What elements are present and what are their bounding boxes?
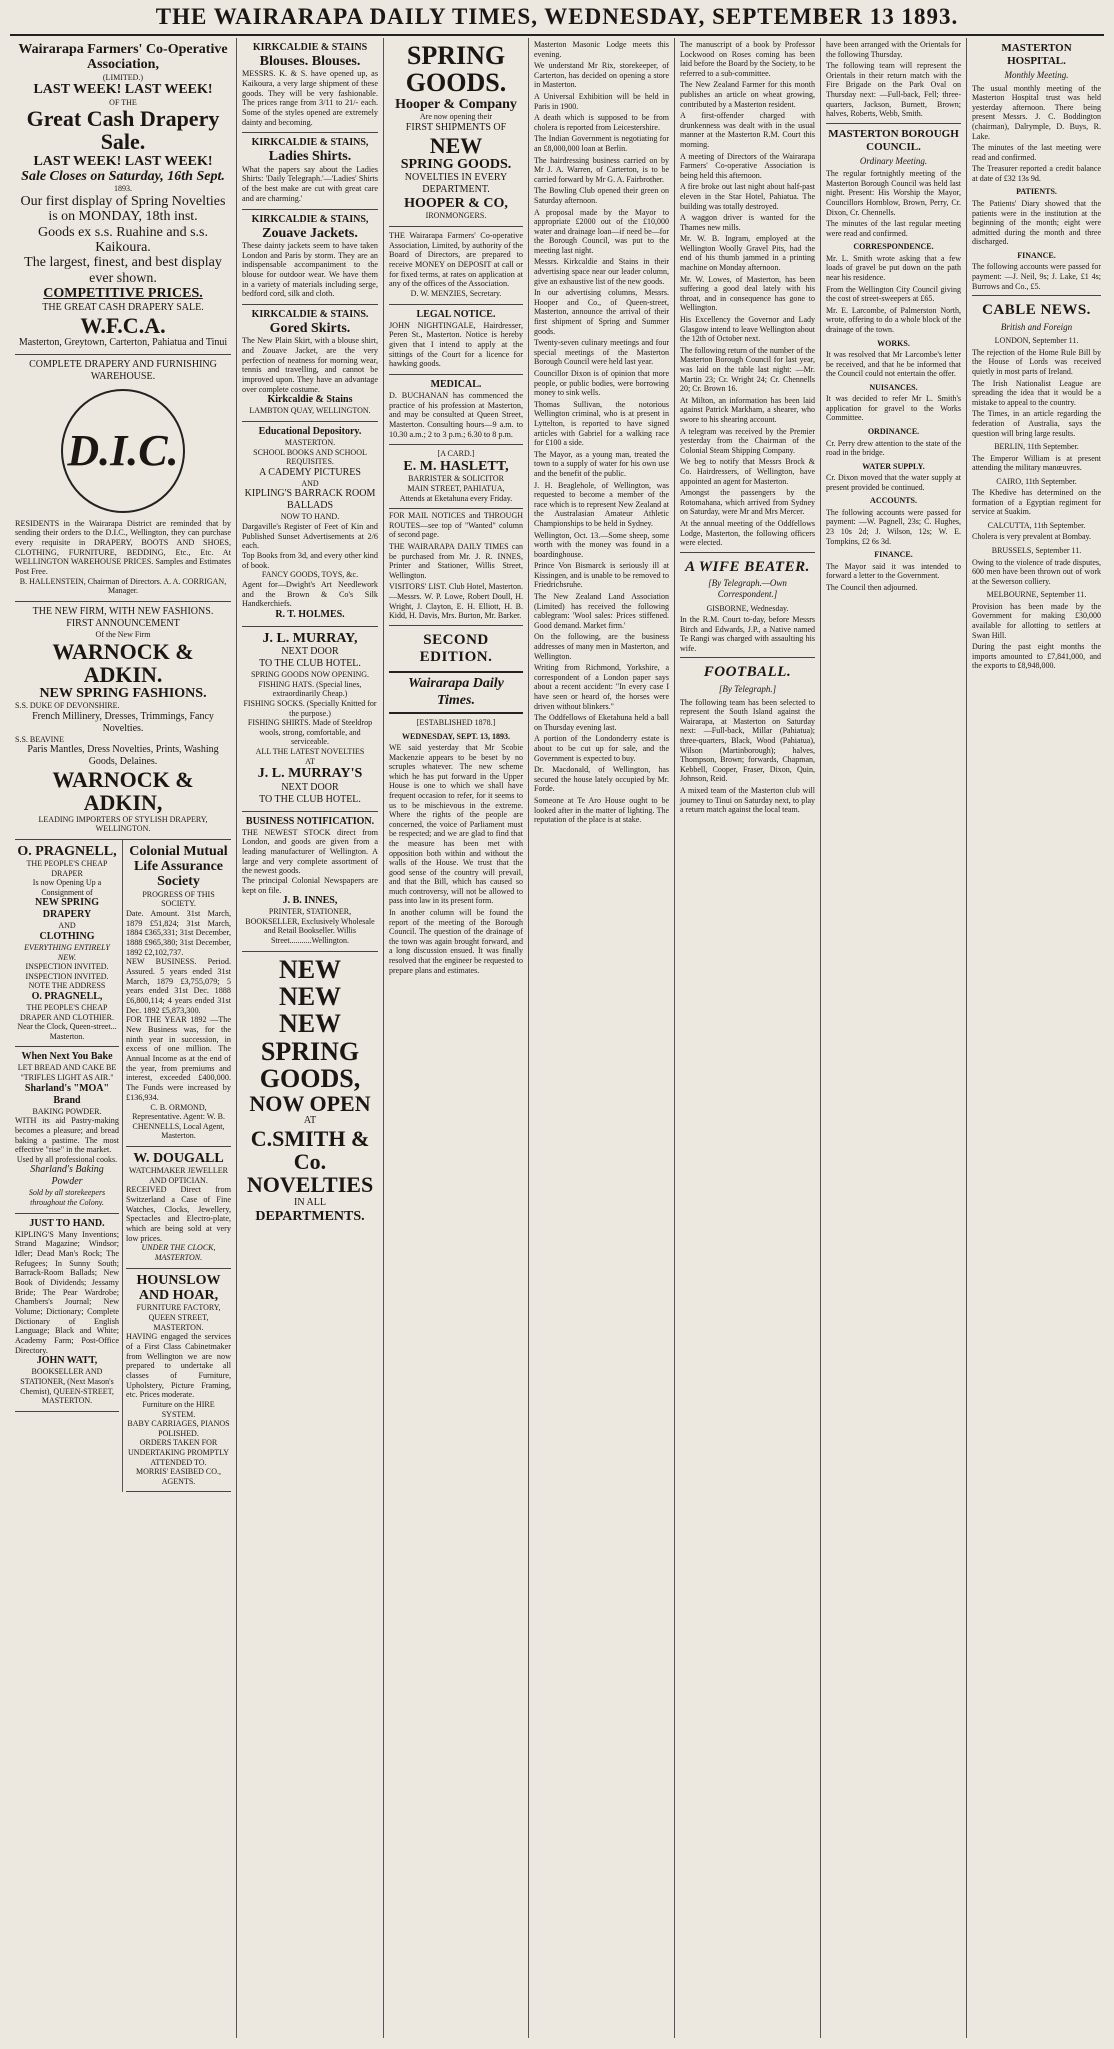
ad-title: BUSINESS NOTIFICATION. (245, 815, 375, 827)
ad-line: SPRING (406, 41, 506, 70)
news-item: The Oddfellows of Eketahuna held a ball on Thursday evening last. (534, 713, 669, 732)
news-item: Councillor Dixon is of opinion that more people, or public bodies, were borrowing money to sink wells. (534, 369, 669, 398)
editorial-text: WE said yesterday that Mr Scobie Mackenzie appears to be beset by no scruples whatever. The new scheme which he has put forward in the Upper House is one to which we shall have frequent occasion to refer, for it seems to us to be mischievous in the extreme. Where the rights of the people are concerned, the voice of Parliament must be respected; and we are glad to find that the measure has been met with opposition both within and without the walls of the House. We trust that the good sense of the country will prevail, and that the Bill, which has caused so much controversy, will not be allowed to pass into law in its present form. (389, 742, 523, 906)
section-heading: WATER SUPPLY. (862, 461, 925, 471)
news-item: Wellington, Oct. 13.—Some sheep, some worth with the money was found in a boardinghouse. (534, 530, 669, 559)
ad-line: JOHN WATT, (36, 1355, 98, 1367)
ad-line: PRINTER, STATIONER, BOOKSELLER, Exclusively Wholesale and Retail Bookseller. Willis Street...........Wellington. (245, 907, 375, 946)
ad-title: JUST TO HAND. (29, 1217, 105, 1229)
ad-title: Gored Skirts. (269, 320, 351, 336)
ad-line: Sold by all storekeepers throughout the Colony. (28, 1188, 106, 1208)
news-item: A meeting of Directors of the Wairarapa Farmers' Co-operative Association is being held this afternoon. (680, 151, 815, 180)
ad-line: J. B. INNES, (282, 895, 338, 907)
ad-title: Colonial Mutual Life Assurance Society (129, 843, 228, 890)
news-item: A portion of the Londonderry estate is about to be cut up for sale, and the Government is expected to buy. (534, 734, 669, 763)
article-body: The minutes of the last regular meeting were read and confirmed. (826, 219, 961, 238)
educational-depository-ad (242, 422, 378, 627)
dic-ad (15, 355, 231, 602)
ad-title: W.F.C.A. (80, 312, 166, 338)
news-item: At the annual meeting of the Oddfellows Lodge, Masterton, the following officers were elected. (680, 518, 815, 548)
ad-line: Paris Mantles, Dress Novelties, Prints, Washing Goods, Delaines. (27, 744, 219, 768)
ad-line: D. W. MENZIES, Secretary. (410, 289, 502, 299)
murray-ad (242, 627, 378, 812)
ad-line: Masterton, Greytown, Carterton, Pahiatua and Tinui (18, 336, 228, 348)
article-subheading: Ordinary Meeting. (859, 155, 928, 166)
dic-logo: D.I.C. (61, 389, 185, 513)
column-6 (820, 38, 966, 2038)
cable-item: The Emperor William is at present attending the military manœuvres. (972, 453, 1101, 473)
news-item: The manuscript of a book by Professor Lockwood on Roses coming has been laid before the Board by the Society, to be referred to a sub-committee. (680, 40, 815, 78)
deposit-notice (389, 227, 523, 305)
ad-line: LEADING IMPORTERS OF STYLISH DRAPERY, WELLINGTON. (38, 814, 208, 834)
news-item: A fire broke out last night about half-past eleven in the Star Hotel, Pahiatua. The building was totally destroyed. (680, 182, 815, 211)
council-heading: MASTERTON BOROUGH COUNCIL. (828, 127, 959, 153)
article-body: The following accounts were passed for payment: —J. Neil, 9s; J. Lake, £1 4s; Burrows and Co., £5. (972, 262, 1101, 291)
news-item: Messrs. Kirkcaldie and Stains in their advertising space near our leader column, give an exhaustive list of the new goods. (534, 257, 669, 286)
ad-body: NEW BUSINESS. Period. Assured. 5 years ended 31st March, 1879 £3,755,079; 5 years ended 31st Dec. 1888 £6,800,114; 4 years ended 31st Dec. 1892 £5,873,300. (126, 957, 231, 1015)
ad-line: NEW SPRING DRAPERY (35, 897, 99, 921)
ad-line: BOOKSELLER AND STATIONER, (Next Mason's Chemist), QUEEN-STREET, MASTERTON. (20, 1367, 114, 1406)
ad-line: Sale Closes on Saturday, 16th Sept. (21, 168, 225, 184)
dougall-ad (126, 1147, 231, 1269)
ad-line: NEW (278, 954, 342, 984)
ad-line: NOTE THE ADDRESS (28, 981, 106, 991)
article-body: The usual monthly meeting of the Masterton Hospital trust was held yesterday afternoon. There being present Messrs. J. C. Boddington (chairman), Dalrymple, D. Buys, R. Lake. (972, 83, 1101, 141)
article-body: The minutes of the last meeting were read and confirmed. (972, 143, 1101, 162)
edition-date: WEDNESDAY, SEPT. 13, 1893. (402, 731, 510, 741)
paper-masthead: Wairarapa Daily Times. (389, 671, 523, 714)
news-item: We understand Mr Rix, storekeeper, of Carterton, has decided on opening a store in Masterton. (534, 61, 669, 90)
second-edition-heading: SECOND EDITION. (419, 631, 493, 666)
ad-line: The largest, finest, and best display ever shown. (24, 255, 222, 286)
ad-body: Agent for—Dwight's Art Needlework and the Brown & Co's Silk Handkerchiefs. (242, 579, 378, 609)
news-item: The New Zealand Farmer for this month publishes an article on wheat growing, contributed by a Masterton resident. (680, 80, 815, 109)
ad-line: LAST WEEK! LAST WEEK! (33, 153, 213, 169)
column-4 (528, 38, 674, 2038)
news-item: The Indian Government is negotiating for an £8,000,000 loan at Berlin. (534, 134, 669, 153)
ad-title: Zouave Jackets. (262, 225, 358, 241)
divider (389, 625, 523, 626)
ad-line: Near the Clock, Queen-street... Masterton. (17, 1022, 117, 1041)
ad-line: NOVELTIES (246, 1172, 374, 1198)
ad-line: FISHING HATS. (Special lines, extraordinarily Cheap.) (258, 679, 362, 699)
news-item: A Universal Exhibition will be held in Paris in 1900. (534, 91, 669, 111)
ad-line: LAMBTON QUAY, WELLINGTON. (249, 406, 371, 416)
ad-line: INSPECTION INVITED. INSPECTION INVITED. (25, 962, 109, 981)
ad-line: OF THE (109, 97, 137, 107)
ad-line: ORDERS TAKEN FOR UNDERTAKING PROMPTLY ATTENDED TO. (128, 1438, 229, 1467)
ad-line: NEW SPRING FASHIONS. (39, 685, 207, 701)
ad-line: Sharland's "MOA" Brand (24, 1082, 110, 1106)
ad-line: GOODS, (259, 1063, 361, 1093)
ad-line: UNDER THE CLOCK, MASTERTON. (141, 1243, 216, 1263)
news-item: We beg to notify that Messrs Brock & Co. Hairdressers, of Wellington, have appointed an agent for Masterton. (680, 457, 815, 486)
ad-body: MESSRS. K. & S. have opened up, as Kaikoura, a very large shipment of these goods. They will be very fashionable. The prices range from 3/11 to 21/- each. Some of the styles opened are extremely dainty and becoming. (242, 69, 378, 127)
ad-title: E. M. HASLETT, (403, 458, 509, 474)
ad-body: THE NEWEST STOCK direct from London, and goods are given from a leading manufacturer of Wellington. A large and very complete assortment of the newest goods. (242, 827, 378, 876)
ad-line: THE NEW FIRM, WITH NEW FASHIONS. (32, 605, 214, 617)
ad-body: RECEIVED Direct from Switzerland a Case of Fine Watches, Clocks, Jewellery, Spectacles and Electro-plate, which are being sold at very low prices. (126, 1185, 231, 1243)
news-item: Amongst the passengers by the Rotomahana, which arrived from Sydney on Saturday, were Mr and Mrs Mercer. (680, 488, 815, 517)
ad-line: Goods ex s.s. Ruahine and s.s. Kaikoura. (38, 224, 208, 256)
colonial-mutual-ad (126, 840, 231, 1147)
ad-line: AND (58, 921, 76, 931)
cable-item: Owing to the violence of trade disputes, 600 men have been thrown out of work at the Sewerson colliery. (972, 557, 1101, 586)
page-masthead: THE WAIRARAPA DAILY TIMES, WEDNESDAY, SEPTEMBER 13 1893. (155, 4, 959, 29)
ad-line: BARRISTER & SOLICITOR (408, 474, 504, 484)
mail-notice: FOR MAIL NOTICES and THROUGH ROUTES—see top of "Wanted" column of second page. (389, 511, 523, 540)
cable-item: The Khedive has determined on the formation of a Egyptian regiment for service at Suakim. (972, 488, 1101, 517)
ad-line: AT (303, 1115, 317, 1127)
ad-line: MORRIS' EASIBED CO., AGENTS. (135, 1467, 221, 1486)
news-item: have been arranged with the Orientals for the following Thursday. (826, 40, 961, 59)
ad-line: LET BREAD AND CAKE BE "TRIFLES LIGHT AS AIR." (17, 1063, 117, 1082)
ad-title: Ladies Shirts. (268, 149, 352, 165)
ad-line: NEW (429, 132, 483, 158)
ad-line: IRONMONGERS. (425, 211, 487, 221)
section-heading: ORDINANCE. (867, 427, 920, 437)
ad-line: FIRST SHIPMENTS OF (405, 121, 507, 133)
ad-line: MAIN STREET, PAHIATUA, (407, 483, 505, 493)
section-heading: PATIENTS. (1016, 187, 1057, 197)
masthead-rule (10, 34, 1104, 36)
ad-body: KIPLING'S Many Inventions; Strand Magazine; Windsor; Idler; Dead Man's Rock; The Refugees; In Sunny South; Barrack-Room Ballads; New Book of Dividends; Jessamy Bride; The Pear Wardrobe; Chambers's Journal; New Volume; Dictionary; Complete Dictionary of English Language; Black and White; Academy Farm; Post-Office Directory. (15, 1229, 119, 1355)
hounslow-ad (126, 1269, 231, 1493)
ad-body: Dargaville's Register of Feet of Kin and Published Sunset Advertisements at 2/6 each. (242, 521, 378, 551)
column-2 (236, 38, 383, 2038)
ad-body: D. BUCHANAN has commenced the practice of his profession at Masterton, and may be consulted at Queen Street, Masterton. Consulting hours—9 a.m. to 10.30 a.m.; 2 to 3 p.m.; 6.30 to 8 p.m. (389, 391, 523, 439)
ad-body: What the papers say about the Ladies Shirts: 'Daily Telegraph.'—'Ladies' Shirts of the best make are cut with great care and are charming.' (242, 164, 378, 203)
medical-notice (389, 375, 523, 445)
ad-line: PROGRESS OF THIS SOCIETY. (142, 889, 215, 909)
ad-body: WITH its aid Pastry-making becomes a pleasure; and bread baking a pastime. The most effective "rise" in the market. (15, 1116, 119, 1155)
news-item: His Excellency the Governor and Lady Glasgow intend to leave Wellington about the 12th of October next. (680, 315, 815, 344)
column-3 (383, 38, 528, 2038)
ad-line: AT (305, 756, 315, 766)
ad-line: S.S. DUKE OF DEVONSHIRE. (15, 701, 120, 711)
news-item: A first-offender charged with drunkenness was dealt with in the usual manner at the Masterton R.M. Court this morning. (680, 111, 815, 149)
ad-line: NEXT DOOR (281, 646, 339, 658)
ad-line: Are now opening their (419, 111, 493, 121)
kirkcaldie-zouave-ad (242, 210, 378, 305)
ad-body: JOHN NIGHTINGALE, Hairdresser, Peren St., Masterton. Notice is hereby given that I intend to apply at the sittings of the Court for a licence for hawking goods. (389, 320, 523, 369)
kirkcaldie-blouses-ad (242, 38, 378, 133)
cable-item: The rejection of the Home Rule Bill by the House of Lords was received quietly in most parts of Ireland. (972, 347, 1101, 377)
ad-line: FISHING SOCKS. (Specially Knitted for the purpose.) (243, 699, 377, 718)
ad-line: HOOPER & CO, (404, 196, 508, 212)
ad-line: NEXT DOOR (281, 781, 339, 793)
john-watt-ad (15, 1214, 119, 1412)
ad-line: A CADEMY PICTURES (259, 466, 361, 478)
ad-title: Hooper & Company (395, 96, 517, 112)
news-item: A proposal made by the Mayor to appropriate £2000 out of the £10,000 water and drainage loan—if need be—for the Borough Council, was put to the meeting last night. (534, 207, 669, 255)
ad-title: WARNOCK & ADKIN. (52, 638, 194, 687)
ad-line: THE PEOPLE'S CHEAP DRAPER (26, 859, 108, 878)
ad-line: CLOTHING (39, 931, 95, 943)
ad-title: Educational Depository. (258, 425, 362, 437)
divider (826, 123, 961, 124)
ad-title: LEGAL NOTICE. (416, 308, 496, 320)
ad-line: DEPARTMENTS. (255, 1208, 365, 1224)
ad-line: French Millinery, Dresses, Trimmings, Fancy Novelties. (32, 710, 214, 734)
ad-line: FURNITURE FACTORY, QUEEN STREET, MASTERTON. (136, 1303, 221, 1332)
article-body: The Patients' Diary showed that the patients were in the institution at the beginning of the month; eight were admitted during the month and three discharged. (972, 198, 1101, 247)
ad-line: Of the New Firm (95, 629, 151, 639)
article-body: The regular fortnightly meeting of the Masterton Borough Council was held last night. Present: His Worship the Mayor, Councillors Hornblow, Brown, Perry, Cr. Dixon, Cr. Chennells. (826, 169, 961, 217)
article-dateline: GISBORNE, Wednesday. (706, 603, 789, 613)
ad-line: Is now Opening Up a Consignment of (32, 878, 102, 897)
ad-line: [A CARD.] (437, 449, 475, 459)
column-1 (10, 38, 236, 2038)
ad-line: Furniture on the HIRE SYSTEM. (142, 1399, 215, 1419)
ad-title: When Next You Bake (21, 1051, 113, 1063)
article-dateline: BRUSSELS, September 11. (991, 546, 1082, 556)
cable-item: During the past eight months the imports amounted to £7,841,000, and the exports to £8,948,000. (972, 642, 1101, 671)
news-item: The New Zealand Land Association (Limited) has received the following cablegram: 'Wool sales: Prices stiffened. Good demand. Market firm.' (534, 592, 669, 630)
article-body: Mr. E. Larcombe, of Palmerston North, wrote, offering to do a whole block of the drainage of the town. (826, 305, 961, 335)
pragnell-ad (15, 840, 119, 1048)
column-5 (674, 38, 820, 2038)
ad-line: FIRST ANNOUNCEMENT (66, 617, 180, 629)
wife-beater-heading: A WIFE BEATER. (685, 558, 810, 575)
farmers-association-ad (15, 38, 231, 355)
ad-heading: COMPLETE DRAPERY AND FURNISHING WAREHOUSE. (29, 358, 217, 382)
ad-line: O. PRAGNELL, (31, 991, 103, 1003)
ad-line: SCHOOL BOOKS AND SCHOOL REQUISITES. (253, 447, 367, 467)
article-body: The Council then adjourned. (826, 582, 918, 592)
visitors-list: VISITORS' LIST. Club Hotel, Masterton.—Messrs. W. P. Lowe, Robert Doull, H. Wright, J. Clayton, E. H. Elliott, H. B. Kidd, H. Davis, Mrs. Burton, Mr. Barker. (389, 582, 523, 621)
ad-body: The New Plain Skirt, with a blouse shirt, and Zouave Jacket, are the very perfection of neatness for morning wear, tennis and travelling, and cannot be improved upon. They have an advantage over complete costume. (242, 336, 378, 394)
ad-heading: KIRKCALDIE & STAINS. (251, 308, 369, 320)
ad-line: SPRING GOODS. (400, 156, 512, 172)
section-heading: ACCOUNTS. (870, 496, 917, 506)
news-item: On the following, are the business addresses of many men in Masterton, and Wellington. (534, 632, 669, 661)
ad-line: S.S. BEAVINE (15, 734, 64, 744)
news-item: A telegram was received by the Premier yesterday from the Chairman of the Colonial Steam Shipping Company. (680, 426, 815, 455)
ad-subheading: (LIMITED.) (102, 72, 144, 82)
ad-body: Date. Amount. 31st March, 1879 £51,824; 31st March, 1884 £365,331; 31st December, 1888 £965,380; 31st December, 1892 £2,102,737. (126, 909, 231, 957)
times-notice: THE WAIRARAPA DAILY TIMES can be purchased from Mr. J. R. INNES, Printer and Stationer, Willis Street, Wellington. (389, 541, 523, 580)
csmith-ad (242, 952, 378, 1229)
column-1-split (15, 840, 231, 1493)
ad-line: R. T. HOLMES. (275, 608, 345, 620)
cable-item: Cholera is very prevalent at Bombay. (972, 532, 1091, 542)
haslett-card (389, 445, 523, 509)
ad-line: NEW (278, 981, 342, 1011)
news-item: J. H. Beaglehole, of Wellington, was requested to become a member of the race which is to represent New Zealand at the Australasian Amateur Athletic Championships to be held in Sydney. (534, 480, 669, 528)
ad-line: KIPLING'S BARRACK ROOM BALLADS (244, 488, 376, 512)
article-body: Cr. Dixon moved that the water supply at present provided be continued. (826, 473, 961, 492)
divider (972, 295, 1101, 296)
divider (680, 552, 815, 553)
ad-line: BAKING POWDER. (32, 1106, 102, 1116)
article-body: It was decided to refer Mr L. Smith's application for gravel to the Works Committee. (826, 394, 961, 423)
legal-notice (389, 305, 523, 375)
ad-body: The principal Colonial Newspapers are kept on file. (242, 875, 378, 895)
article-body: The Treasurer reported a credit balance at date of £32 13s 9d. (972, 164, 1101, 183)
ad-line: NEW (278, 1009, 342, 1039)
ad-line: FISHING SHIRTS. Made of Steeldrop wools, strong, comfortable, and serviceable. (247, 718, 373, 747)
ad-heading: KIRKCALDIE & STAINS, (251, 213, 369, 225)
article-body: It was resolved that Mr Larcombe's letter be received, and that he be informed that the Council could not entertain the offer. (826, 350, 961, 379)
news-item: Prince Von Bismarck is seriously ill at Kissingen, and is unable to be removed to Friedrichsruhe. (534, 561, 669, 590)
ad-line: FANCY GOODS, TOYS, &c. (261, 570, 359, 580)
column-7 (966, 38, 1106, 2038)
article-body: A mixed team of the Masterton club will journey to Tinui on Saturday next, to play a return match against the local team. (680, 786, 815, 815)
cable-item: The Times, in an article regarding the federation of Australia, says the question will bring large results. (972, 409, 1101, 438)
news-item: Someone at Te Aro House ought to be looked after in the matter of lighting. The reputation of the place is at stake. (534, 795, 669, 825)
cable-item: Provision has been made by the Government for making £30,000 available for allotting to settlers at Swan Hill. (972, 601, 1101, 640)
ad-line: Attends at Eketahuna every Friday. (399, 493, 513, 503)
ad-line: SPRING GOODS NOW OPENING. (250, 670, 370, 680)
ad-title: O. PRAGNELL, (17, 843, 117, 859)
ad-line: GOODS. (405, 68, 507, 98)
ad-line: MASTERTON. (284, 437, 336, 447)
established-line: [ESTABLISHED 1878.] (416, 718, 496, 728)
article-body: In the R.M. Court to-day, before Messrs Birch and Edwards, J.P., a Native named Te Rangi was charged with assaulting his wife. (680, 615, 815, 653)
ad-body: RESIDENTS in the Wairarapa District are reminded that by sending their orders to the D.I.C., Wellington, they can purchase every requisite in DRAPERY, BOOTS AND SHOES, CLOTHING, FURNITURE, BEDDING, Etc., Etc. At WELLINGTON WAREHOUSE PRICES. Samples and Estimates Post Free. (15, 518, 231, 577)
ad-title: Great Cash Drapery Sale. (26, 106, 220, 155)
news-item: A waggon driver is wanted for the Thames new mills. (680, 213, 815, 232)
ad-title: Blouses. Blouses. (259, 54, 361, 69)
article-subheading: Monthly Meeting. (1004, 69, 1069, 80)
news-item: The following return of the number of the Masterton Borough Council for last year, was laid on the table last night: —Mr. Martin 23; Cr. Wright 24; Cr. Chennells 20; Cr. Brown 16. (680, 345, 815, 394)
cable-news-heading: CABLE NEWS. (982, 302, 1091, 319)
article-dateline: BERLIN, 11th September. (994, 442, 1079, 452)
sharland-ad (15, 1047, 119, 1213)
kirkcaldie-shirts-ad (242, 133, 378, 209)
news-item: Thomas Sullivan, the notorious Wellington criminal, who is at present in Lyttelton, is reported to have signed articles with Gabriel for a walking race for £100 a side. (534, 399, 669, 448)
ad-line: NOW OPEN (249, 1091, 371, 1117)
ad-body: Top Books from 3d, and every other kind of book. (242, 550, 378, 570)
article-body: From the Wellington City Council giving the cost of street-sweepers at £65. (826, 284, 961, 304)
article-dateline: MELBOURNE, September 11. (986, 590, 1087, 600)
news-item: Twenty-seven culinary meetings and four special meetings of the Masterton Borough Council were held last year. (534, 338, 669, 367)
ad-line: BABY CARRIAGES, PIANOS POLISHED. (127, 1419, 230, 1438)
ad-line: Used by all professional cooks. (16, 1154, 118, 1164)
news-item: The hairdressing business carried on by Mr J. A. Warren, of Carterton, is to be carried forward by Mr G. A. Fairbrother. (534, 155, 669, 184)
ad-line: Kirkcaldie & Stains (267, 394, 353, 406)
ad-line: Our first display of Spring Novelties is on MONDAY, 18th inst. (20, 193, 226, 225)
ad-line: THE PEOPLE'S CHEAP DRAPER AND CLOTHIER. (19, 1003, 114, 1022)
editorial-text: In another column will be found the report of the meeting of the Borough Council. The question of the drainage of the town was again brought forward, and a long discussion ensued. It was finally resolved that the engineer be requested to prepare plans and estimates. (389, 908, 523, 975)
section-heading: NUISANCES. (869, 382, 918, 392)
article-dateline: CALCUTTA, 11th September. (987, 521, 1086, 531)
news-item: The Mayor, as a young man, treated the town to a supply of water for his own use and the benefit of the public. (534, 449, 669, 478)
section-heading: FINANCE. (1017, 250, 1056, 260)
article-body: The following accounts were passed for payment: —W. Pagnell, 23s; C. Hughes, 23 10s 2d; J. Wilson, 12s; W. E. Tompkins, £2 6s 3d. (826, 507, 961, 546)
ad-title: MEDICAL. (430, 379, 482, 391)
ad-body: These dainty jackets seem to have taken London and Paris by storm. They are an indispensable accompaniment to the blouse for outdoor wear. We have them in a variety of materials including serge, bedford cord, silk and cloth. (242, 240, 378, 299)
column-1-right (123, 840, 231, 1493)
cable-item: The Irish Nationalist League are spreading the idea that it would be a mistake to appeal to the country. (972, 378, 1101, 407)
ad-title: WARNOCK & ADKIN, (52, 767, 194, 816)
section-heading: FINANCE. (874, 550, 913, 560)
article-body: The Mayor said it was intended to forward a letter to the Government. (826, 561, 961, 581)
hooper-ad (389, 38, 523, 227)
article-subheading: [By Telegraph.—Own Correspondent.] (708, 578, 787, 599)
ad-line: AND (301, 478, 319, 488)
news-item: Mr. W. Lowes, of Masterton, has been suffering a good deal lately with his throat, and in consequence has gone to Wellington. (680, 274, 815, 313)
ad-body: HAVING engaged the services of a First Class Cabinetmaker from Wellington we are now prepared to undertake all classes of Furniture, Upholstery, Picture Framing, etc. Prices moderate. (126, 1332, 231, 1400)
ad-line: J. L. MURRAY'S (257, 766, 363, 782)
news-item: A death which is supposed to be from cholera is reported from Leicestershire. (534, 113, 669, 132)
news-item: Dr. Macdonald, of Wellington, has secured the house lately occupied by Mr. Forde. (534, 765, 669, 794)
ad-line: ALL THE LATEST NOVELTIES (255, 747, 365, 757)
article-subheading: British and Foreign (1000, 321, 1073, 332)
ad-title: HOUNSLOW AND HOAR, (136, 1272, 221, 1304)
column-1-left (15, 840, 123, 1493)
ad-title: C.SMITH & Co. (250, 1126, 370, 1175)
article-dateline: LONDON, September 11. (994, 336, 1079, 346)
news-item: The Bowling Club opened their green on Saturday afternoon. (534, 186, 669, 205)
ad-line: 1893. (114, 184, 132, 194)
ad-line: SPRING (260, 1036, 360, 1066)
ad-title: W. DOUGALL (133, 1150, 224, 1166)
football-heading: FOOTBALL. (703, 664, 792, 681)
divider (680, 657, 815, 658)
ad-line: TO THE CLUB HOTEL. (259, 793, 361, 805)
ad-heading: Wairarapa Farmers' Co-Operative Association, (18, 42, 228, 73)
ad-line: Sharland's Baking Powder (30, 1164, 104, 1188)
ad-heading: KIRKCALDIE & STAINS, (251, 137, 369, 149)
news-item: Masterton Masonic Lodge meets this evening. (534, 40, 669, 59)
section-heading: CORRESPONDENCE. (853, 242, 934, 252)
warnock-adkin-ad (15, 602, 231, 840)
article-body: The following team has been selected to represent the South Island against the Wairarapa, at Masterton on Saturday next: —Full-back, Millar (Pahiatua); three-quarters, Black, Wood (Pahiatua), Wilson (Martinborough); halves, Thompson, Brown; forwards, Chapman, Kebbell, Cooper, Fraser, Dixon, Quin, Johnson, Reid. (680, 697, 815, 784)
ad-line: LAST WEEK! LAST WEEK! (33, 82, 213, 98)
ad-line: NOVELTIES IN EVERY DEPARTMENT. (404, 172, 508, 196)
news-item: In our advertising columns, Messrs. Hooper and Co., of Queen-street, Masterton, announce the arrival of their first shipment of Spring and Summer goods. (534, 288, 669, 336)
article-body: Mr. L. Smith wrote asking that a few loads of gravel be put down on the path near his residence. (826, 253, 961, 283)
ad-body: THE Wairarapa Farmers' Co-operative Association, Limited, by authority of the Board of Directors, are prepared to receive MONEY on DEPOSIT at call or for fixed terms, at rates on application at any of the offices of the Association. (389, 231, 523, 289)
article-dateline: CAIRO, 11th September. (996, 476, 1077, 486)
ad-line: EVERYTHING ENTIRELY NEW. (24, 943, 110, 962)
news-item: Mr. W. B. Ingram, employed at the Wellington Woolly Gravel Pits, had the end of his thumb jammed in a printing machine on Monday afternoon. (680, 234, 815, 273)
ad-line: NOW TO HAND. (280, 512, 340, 522)
ad-line: THE GREAT CASH DRAPERY SALE. (42, 301, 204, 313)
business-notification-ad (242, 812, 378, 952)
ad-line: COMPETITIVE PRICES. (43, 286, 203, 302)
ad-line: IN ALL (294, 1196, 326, 1208)
ad-line: WATCHMAKER JEWELLER AND OPTICIAN. (129, 1166, 228, 1185)
article-body: Cr. Perry drew attention to the state of the road in the bridge. (826, 438, 961, 458)
ad-heading: KIRKCALDIE & STAINS (252, 42, 368, 53)
news-item: Writing from Richmond, Yorkshire, a correspondent of a London paper says about a recent accident: "In every case I have seen or heard of, the horses were driven without blinkers." (534, 663, 669, 711)
hospital-heading: MASTERTON HOSPITAL. (1001, 42, 1072, 67)
ad-signers: B. HALLENSTEIN, Chairman of Directors. A. A. CORRIGAN, Manager. (19, 576, 227, 596)
kirkcaldie-skirts-ad (242, 305, 378, 422)
section-heading: WORKS. (877, 338, 910, 348)
ad-title: J. L. MURRAY, (262, 630, 358, 646)
article-subheading: [By Telegraph.] (718, 684, 777, 695)
news-item: The following team will represent the Orientals in their return match with the Fire Brigade on the Park Oval on Thursday next: —Full-back, Fell; three-quarters, Jackson, Burnett, Brown; halves, Roberts, Webb, Smith. (826, 61, 961, 119)
news-item: At Milton, an information has been laid against Patrick Markham, a shearer, who swore to his shearing account. (680, 395, 815, 424)
ad-line: C. B. ORMOND, Representative. Agent: W. B. CHENNELLS, Local Agent, Masterton. (132, 1102, 225, 1141)
ad-body: FOR THE YEAR 1892 —The New Business was, for the ninth year in succession, in excess of one million. The Annual Income as at the end of the year, from premiums and interest, exceeded £400,000. The Funds were increased by £136,934. (126, 1015, 231, 1102)
ad-line: TO THE CLUB HOTEL. (259, 658, 361, 670)
